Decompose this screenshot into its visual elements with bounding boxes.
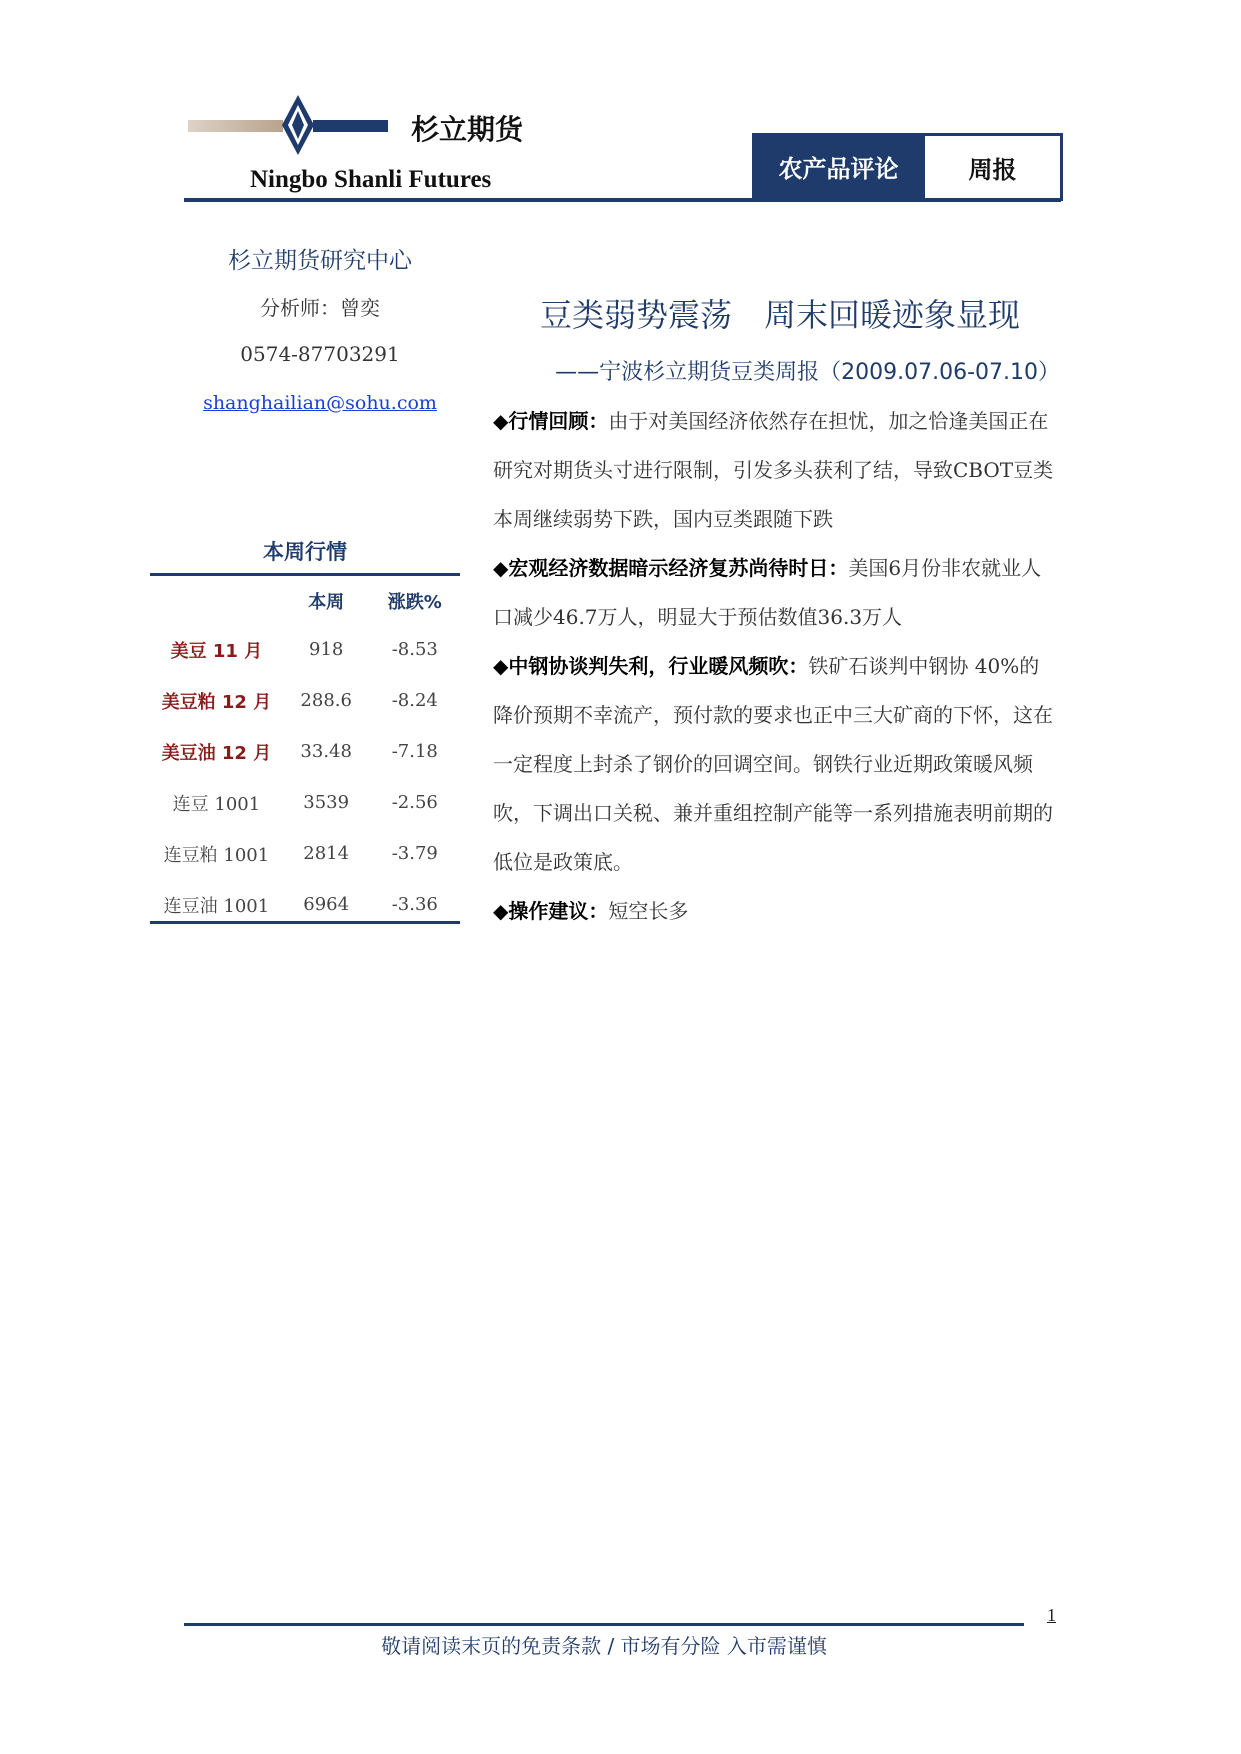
section-text: 短空长多 — [608, 899, 689, 923]
column-header-name — [150, 578, 283, 624]
column-header-change: 涨跌% — [387, 592, 442, 613]
section-heading: 宏观经济数据暗示经济复苏尚待时日： — [508, 556, 849, 580]
company-logo — [188, 90, 400, 160]
table-row — [150, 828, 460, 879]
footer-disclaimer: 敬请阅读末页的免责条款 / 市场有分险 入市需谨慎 — [381, 1634, 827, 1658]
contract-change: -3.36 — [391, 894, 438, 915]
category-tag: 农产品评论 — [752, 133, 925, 199]
diamond-bullet-icon: ◆ — [493, 409, 509, 433]
section-heading: 行情回顾： — [508, 409, 609, 433]
contract-price: 3539 — [303, 792, 350, 813]
section-macro-data — [493, 544, 1059, 642]
weekly-quotes-table — [150, 578, 460, 930]
column-header-week: 本周 — [308, 592, 345, 613]
contact-phone: 0574-87703291 — [240, 342, 400, 366]
report-type-tag: 周报 — [925, 133, 1063, 201]
contract-name: 连豆油 1001 — [163, 895, 270, 917]
research-center-name: 杉立期货研究中心 — [228, 248, 412, 274]
contract-price: 33.48 — [300, 741, 352, 762]
page-number: 1 — [1047, 1605, 1056, 1625]
contract-price: 6964 — [303, 894, 350, 915]
table-bottom-rule — [150, 921, 460, 924]
contract-name: 连豆粕 1001 — [163, 844, 270, 866]
table-row — [150, 675, 460, 726]
contract-change: -2.56 — [391, 792, 438, 813]
diamond-bullet-icon: ◆ — [493, 654, 509, 678]
contract-change: -7.18 — [391, 741, 438, 762]
table-header-row — [150, 578, 460, 624]
section-heading: 操作建议： — [508, 899, 609, 923]
table-row — [150, 624, 460, 675]
contract-name: 美豆 11 月 — [170, 640, 263, 662]
contract-change: -8.24 — [391, 690, 438, 711]
report-title: 豆类弱势震荡 周末回暖迹象显现 — [539, 296, 1020, 334]
diamond-bullet-icon: ◆ — [493, 556, 509, 580]
section-market-review — [493, 397, 1059, 544]
section-trading-advice — [493, 887, 1059, 936]
table-row — [150, 777, 460, 828]
diamond-bullet-icon: ◆ — [493, 899, 509, 923]
section-text: 美国6月份非农就业人口减少46.7万人，明显大于预估数值36.3万人 — [493, 556, 1042, 629]
report-body — [493, 397, 1059, 936]
header-divider — [184, 198, 1061, 202]
contract-price: 918 — [309, 639, 344, 660]
section-steel-industry — [493, 642, 1059, 887]
contract-price: 2814 — [303, 843, 350, 864]
contact-email-link[interactable]: shanghailian@sohu.com — [203, 392, 437, 414]
logo-bar-right — [313, 120, 388, 132]
section-text: 铁矿石谈判中钢协 40%的降价预期不幸流产，预付款的要求也正中三大矿商的下怀，这在一定程度上封杀了钢价的回调空间。钢铁行业近期政策暖风频吹，下调出口关税、兼并重组控制产能等一系列措施表明前期的低位是政策底。 — [493, 654, 1053, 874]
analyst-name: 分析师：曾奕 — [260, 296, 380, 320]
contract-name: 连豆 1001 — [172, 793, 261, 815]
report-subtitle: ——宁波杉立期货豆类周报（2009.07.06-07.10） — [555, 360, 1060, 385]
contract-change: -3.79 — [391, 843, 438, 864]
contract-name: 美豆粕 12 月 — [161, 691, 272, 713]
contract-change: -8.53 — [391, 639, 438, 660]
brand-name-cn: 杉立期货 — [411, 113, 524, 146]
brand-name-en: Ningbo Shanli Futures — [250, 166, 492, 193]
table-top-rule — [150, 573, 460, 576]
weekly-quotes-title: 本周行情 — [263, 540, 347, 564]
table-row — [150, 726, 460, 777]
contract-name: 美豆油 12 月 — [161, 742, 272, 764]
logo-bar-left — [188, 120, 283, 132]
section-heading: 中钢协谈判失利，行业暖风频吹： — [508, 654, 809, 678]
logo-emblem-icon — [278, 95, 318, 155]
footer-divider — [184, 1623, 1024, 1626]
section-text: 由于对美国经济依然存在担忧，加之恰逢美国正在研究对期货头寸进行限制，引发多头获利了结，导致CBOT豆类本周继续弱势下跌，国内豆类跟随下跌 — [493, 409, 1054, 531]
contract-price: 288.6 — [300, 690, 352, 711]
